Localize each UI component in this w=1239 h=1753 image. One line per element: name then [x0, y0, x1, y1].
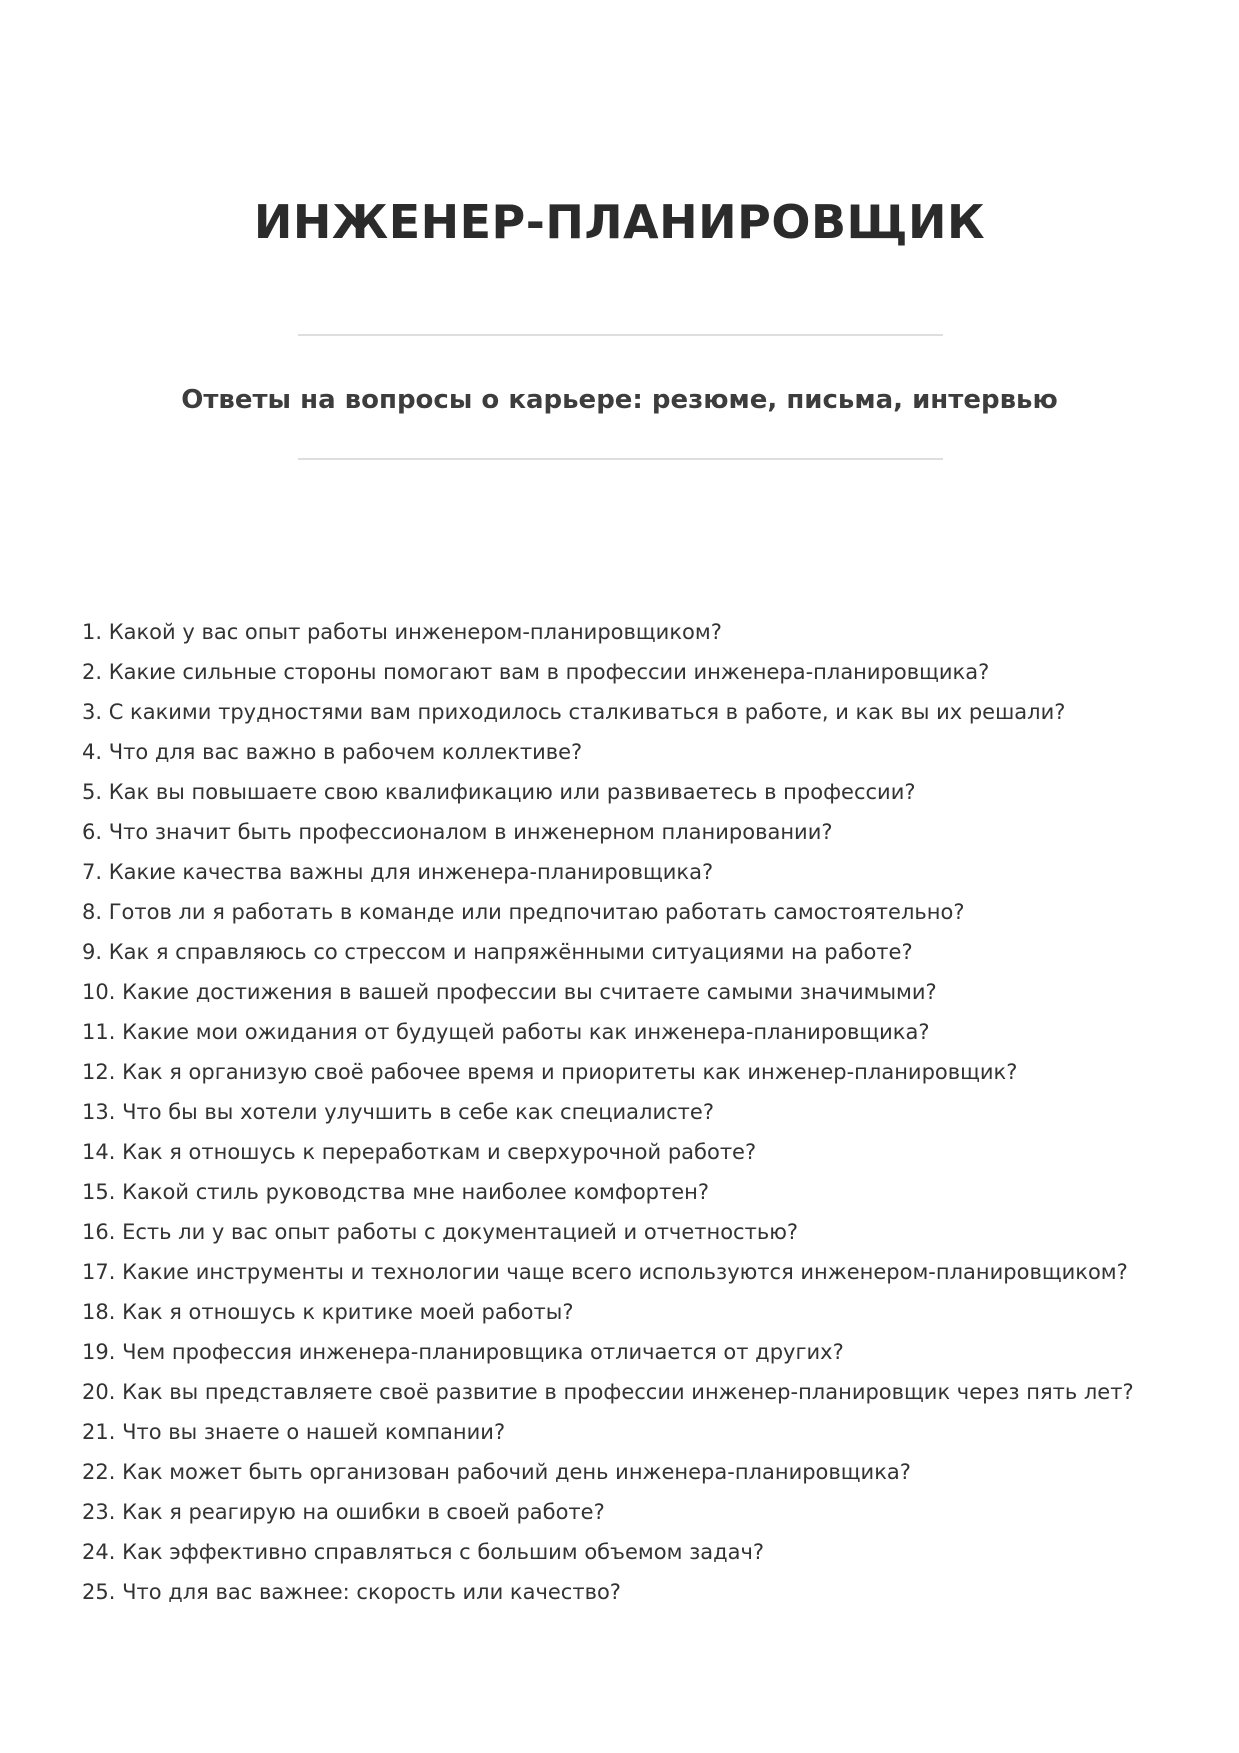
question-item: 5. Как вы повышаете свою квалификацию или развиваетесь в профессии?	[82, 780, 916, 804]
divider-top	[298, 334, 943, 336]
question-item: 12. Как я организую своё рабочее время и приоритеты как инженер-планировщик?	[82, 1060, 1018, 1084]
question-item: 8. Готов ли я работать в команде или предпочитаю работать самостоятельно?	[82, 900, 965, 924]
question-item: 21. Что вы знаете о нашей компании?	[82, 1420, 506, 1444]
question-item: 24. Как эффективно справляться с большим объемом задач?	[82, 1540, 765, 1564]
question-item: 15. Какой стиль руководства мне наиболее комфортен?	[82, 1180, 710, 1204]
question-item: 6. Что значит быть профессионалом в инженерном планировании?	[82, 820, 833, 844]
divider-bottom	[298, 458, 943, 460]
question-item: 4. Что для вас важно в рабочем коллективе?	[82, 740, 583, 764]
page-subtitle: Ответы на вопросы о карьере: резюме, письма, интервью	[181, 385, 1058, 415]
question-item: 10. Какие достижения в вашей профессии вы считаете самыми значимыми?	[82, 980, 937, 1004]
question-item: 23. Как я реагирую на ошибки в своей работе?	[82, 1500, 605, 1524]
question-item: 13. Что бы вы хотели улучшить в себе как специалисте?	[82, 1100, 714, 1124]
question-item: 18. Как я отношусь к критике моей работы?	[82, 1300, 574, 1324]
question-item: 19. Чем профессия инженера-планировщика отличается от других?	[82, 1340, 844, 1364]
question-item: 7. Какие качества важны для инженера-планировщика?	[82, 860, 714, 884]
question-item: 22. Как может быть организован рабочий день инженера-планировщика?	[82, 1460, 911, 1484]
question-item: 20. Как вы представляете своё развитие в профессии инженер-планировщик через пять лет?	[82, 1380, 1134, 1404]
question-item: 17. Какие инструменты и технологии чаще всего используются инженером-планировщиком?	[82, 1260, 1128, 1284]
page-title: ИНЖЕНЕР-ПЛАНИРОВЩИК	[253, 195, 986, 249]
question-item: 14. Как я отношусь к переработкам и сверхурочной работе?	[82, 1140, 757, 1164]
question-item: 3. С какими трудностями вам приходилось сталкиваться в работе, и как вы их решали?	[82, 700, 1066, 724]
question-item: 25. Что для вас важнее: скорость или качество?	[82, 1580, 621, 1604]
question-item: 16. Есть ли у вас опыт работы с документацией и отчетностью?	[82, 1220, 799, 1244]
question-item: 9. Как я справляюсь со стрессом и напряжёнными ситуациями на работе?	[82, 940, 913, 964]
question-list	[82, 612, 1142, 1612]
question-item: 2. Какие сильные стороны помогают вам в профессии инженера-планировщика?	[82, 660, 990, 684]
question-item: 1. Какой у вас опыт работы инженером-планировщиком?	[82, 620, 722, 644]
question-item: 11. Какие мои ожидания от будущей работы как инженера-планировщика?	[82, 1020, 930, 1044]
